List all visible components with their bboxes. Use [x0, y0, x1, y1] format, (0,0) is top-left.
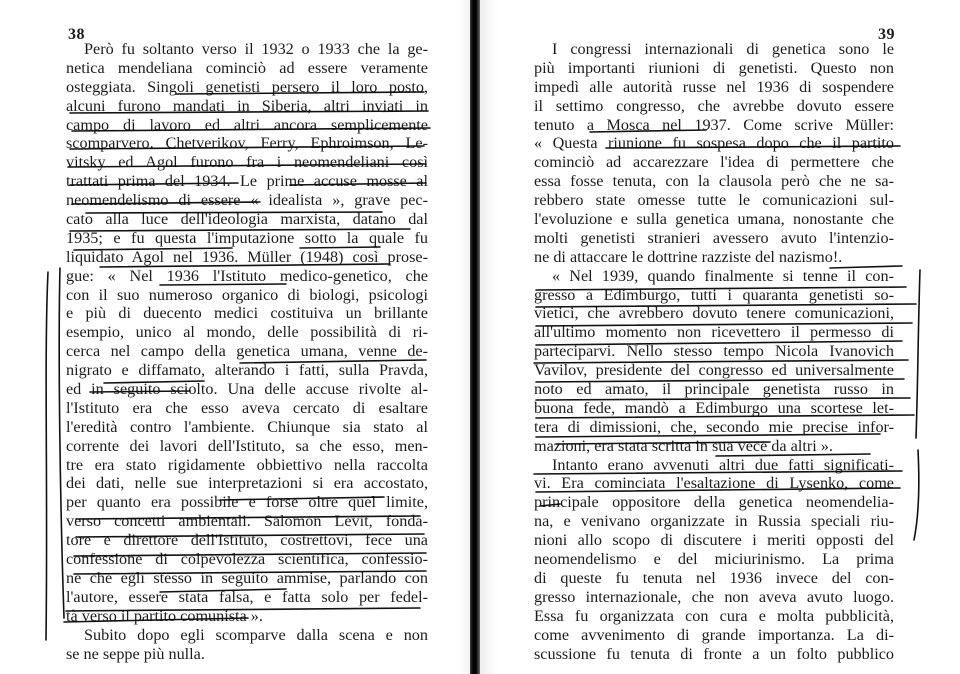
text-line: tore e direttore dell'Istituto, costrettovi, fece una: [66, 531, 428, 550]
text-line: come avvenimento di grande importanza. La di-: [534, 625, 894, 644]
text-line: « Questa riunione fu sospesa dopo che il partito: [534, 134, 894, 153]
text-line: 1935; e fu questa l'imputazione sotto la quale fu: [66, 228, 428, 247]
text-line: l'evoluzione e sulla genetica umana, nonostante che: [534, 210, 894, 229]
text-line: di queste fu tenuta nel 1936 invece del con-: [534, 568, 894, 587]
text-line: più importanti riunioni di genetisti. Questo non: [534, 58, 894, 77]
text-line: vi. Era cominciata l'esaltazione di Lysenko, come: [534, 474, 894, 493]
text-line: Subito dopo egli scomparve dalla scena e non: [84, 625, 428, 644]
text-line: confessione di colpevolezza scientifica, confessio-: [66, 550, 428, 569]
text-line: scomparvero. Chetverikov, Ferry, Ephroimson, Le-: [66, 134, 428, 153]
text-line: ed in seguito sciolto. Una delle accuse rivolte al-: [66, 380, 428, 399]
text-line: cato alla luce dell'ideologia marxista, datano dal: [66, 210, 428, 229]
right-page: [492, 0, 960, 674]
text-line: all'ultimo momento non ricevettero il permesso di: [534, 323, 894, 342]
text-line: gresso a Edimburgo, tutti i quaranta genetisti so-: [534, 285, 894, 304]
text-line: rebbero state omesse tutte le comunicazioni sul-: [534, 191, 894, 210]
text-line: alcuni furono mandati in Siberia, altri inviati in: [66, 96, 428, 115]
text-line: Vavilov, presidente del congresso ed universalmente: [534, 361, 894, 380]
text-line: tenuto a Mosca nel 1937. Come scrive Müller:: [534, 115, 894, 134]
text-line: verso concetti ambientali. Salomon Levit, fonda-: [66, 512, 428, 531]
text-line: tà verso il partito comunista ».: [66, 606, 263, 625]
text-line: cominciò ad accarezzare l'idea di permettere che: [534, 153, 894, 172]
left-page-text: [66, 40, 428, 663]
text-line: ne che egli stesso in seguito ammise, parlando con: [66, 568, 428, 587]
text-line: molti genetisti stranieri avessero avuto l'intenzio-: [534, 228, 894, 247]
text-line: Però fu soltanto verso il 1932 o 1933 che la ge-: [84, 40, 428, 58]
text-line: se ne seppe più nulla.: [66, 644, 205, 663]
text-line: principale oppositore della genetica neomendelia-: [534, 493, 894, 512]
text-line: gresso internazionale, che non aveva avuto luogo.: [534, 587, 894, 606]
text-line: tera di dimissioni, che, secondo mie precise infor-: [534, 417, 894, 436]
text-line: osteggiata. Singoli genetisti persero il loro posto,: [66, 77, 428, 96]
text-line: impedì alle autorità russe nel 1936 di sospendere: [534, 77, 894, 96]
text-line: nioni allo scopo di discutere i meriti opposti del: [534, 531, 894, 550]
text-line: esempio, unico al mondo, delle possibilità di ri-: [66, 323, 428, 342]
text-line: vitsky ed Agol furono fra i neomendeliani così: [66, 153, 428, 172]
text-line: na, e venivano organizzate in Russia speciali riu-: [534, 512, 894, 531]
page-number: 39: [878, 26, 895, 43]
text-line: Intanto erano avvenuti altri due fatti significati-: [552, 455, 894, 474]
page-number: 38: [68, 26, 85, 43]
text-line: corrente dei lavori dell'Istituto, sa che esso, men-: [66, 436, 428, 455]
text-line: l'autore, essere stata falsa, e fatta solo per fedel-: [66, 587, 428, 606]
text-line: parteciparvi. Nello stesso tempo Nicola Ivanovich: [534, 342, 894, 361]
text-line: per quanto era possibile e forse oltre quel limite,: [66, 493, 428, 512]
text-line: Essa fu organizzata con cura e molta pubblicità,: [534, 606, 894, 625]
text-line: con il suo numeroso organico di biologi, psicologi: [66, 285, 428, 304]
text-line: l'Istituto era che esso aveva cercato di esaltare: [66, 398, 428, 417]
text-line: buona fede, mandò a Edimburgo una scortese let-: [534, 398, 894, 417]
text-line: « Nel 1939, quando finalmente si tenne il con-: [552, 266, 894, 285]
text-line: vietici, che avrebbero dovuto tenere comunicazioni,: [534, 304, 894, 323]
left-page: [0, 0, 472, 674]
text-line: essa fosse tenuta, con la clausola però che ne sa-: [534, 172, 894, 191]
text-line: noto ed amato, il principale genetista russo in: [534, 380, 894, 399]
text-line: l'eredità contro l'ambiente. Chiunque sia stato al: [66, 417, 428, 436]
text-line: tre era stato rigidamente obbiettivo nella raccolta: [66, 455, 428, 474]
text-line: ne di attaccare le dottrine razziste del nazismo!.: [534, 247, 843, 266]
text-line: dei dati, nelle sue interpretazioni si era accostato,: [66, 474, 428, 493]
text-line: I congressi internazionali di genetica sono le: [552, 40, 894, 58]
text-line: il settimo congresso, che avrebbe dovuto essere: [534, 96, 894, 115]
text-line: netica mendeliana cominciò ad essere veramente: [66, 58, 428, 77]
text-line: campo di lavoro ed altri ancora semplicemente: [66, 115, 428, 134]
text-line: neomendelismo di essere « idealista », grave pec-: [66, 191, 428, 210]
text-line: mazioni, era stata scritta in sua vece da altri ».: [534, 436, 833, 455]
text-line: gue: « Nel 1936 l'Istituto medico-genetico, che: [66, 266, 428, 285]
text-line: cerca nel campo della genetica umana, venne de-: [66, 342, 428, 361]
text-line: liquidato Agol nel 1936. Müller (1948) così prose-: [66, 247, 428, 266]
text-line: e più di duecento medici costituiva un brillante: [66, 304, 428, 323]
right-page-text: [534, 40, 894, 663]
text-line: scussione fu tenuta di fronte a un folto pubblico: [534, 644, 894, 663]
text-line: nigrato e diffamato, alterando i fatti, sulla Pravda,: [66, 361, 428, 380]
text-line: trattati prima del 1934. Le prime accuse mosse al: [66, 172, 428, 191]
text-line: neomendelismo e del miciurinismo. La prima: [534, 550, 894, 569]
